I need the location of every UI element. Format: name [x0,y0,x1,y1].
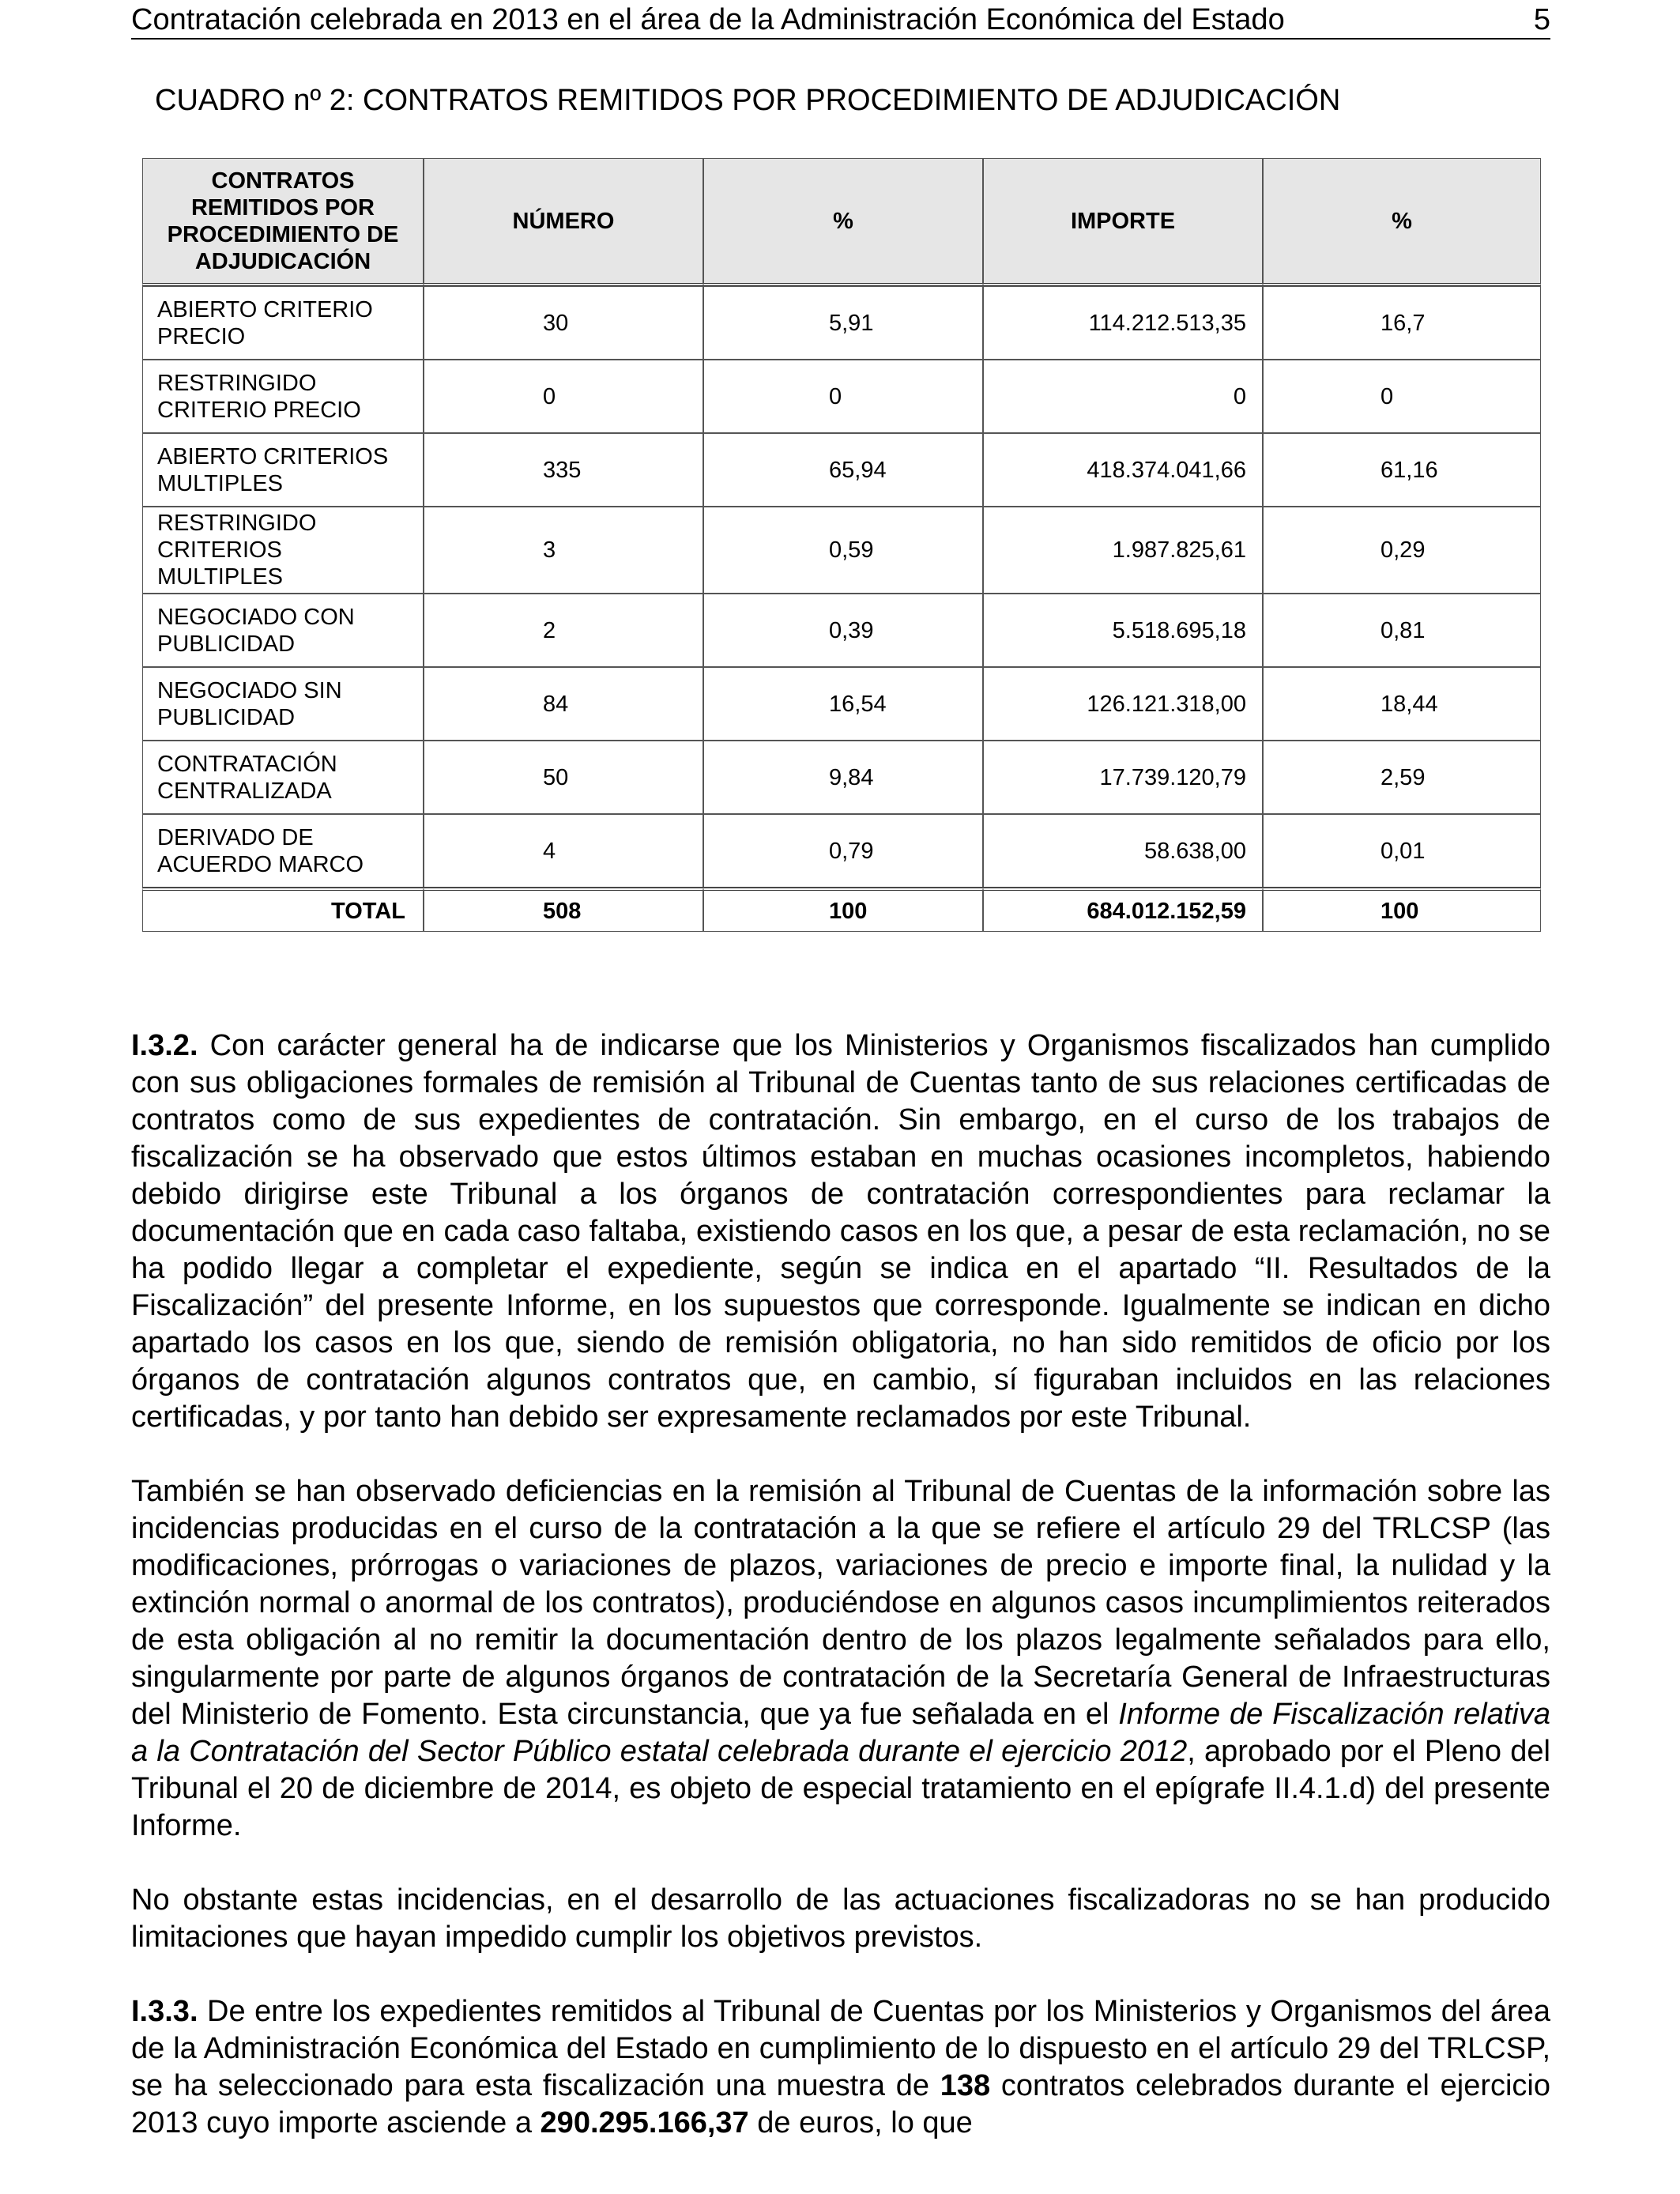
cell-number: 30 [424,286,703,360]
cell-number: 2 [424,594,703,667]
column-header-procedure: CONTRATOS REMITIDOS POR PROCEDIMIENTO DE ADJUDICACIÓN [142,158,424,286]
table-title: CUADRO nº 2: CONTRATOS REMITIDOS POR PROCEDIMIENTO DE ADJUDICACIÓN [155,84,1341,117]
table-row [142,741,1541,814]
header-title: Contratación celebrada en 2013 en el área de la Administración Económica del Estado [131,3,1285,36]
table-row [142,814,1541,888]
table-row [142,594,1541,667]
contracts-table [142,158,1541,932]
cell-label: DERIVADO DE ACUERDO MARCO [142,814,424,888]
paragraph-text: de euros, lo que [748,2106,973,2139]
paragraph-3 [131,1882,1550,1956]
column-header-amount-percent: % [1263,158,1541,286]
column-header-number: NÚMERO [424,158,703,286]
cell-number: 4 [424,814,703,888]
cell-percent: 16,54 [703,667,983,741]
cell-label: CONTRATACIÓN CENTRALIZADA [142,741,424,814]
cell-number: 335 [424,433,703,507]
section-number: I.3.2. [131,1029,198,1062]
cell-label: NEGOCIADO SIN PUBLICIDAD [142,667,424,741]
column-header-percent: % [703,158,983,286]
paragraph-text: contratos celebrados durante el ejercicio 2013 cuyo importe asciende a [131,2069,1550,2139]
cell-label: ABIERTO CRITERIOS MULTIPLES [142,433,424,507]
paragraph-text: No obstante estas incidencias, en el desarrollo de las actuaciones fiscalizadoras no se han producido limitaciones que hayan impedido cumplir los objetivos previstos. [131,1883,1550,1954]
table-row [142,667,1541,741]
paragraph-text: También se han observado deficiencias en la remisión al Tribunal de Cuentas de la información sobre las incidencias producidas en el curso de la contratación a la que se refiere el artículo 29 del TRLCSP (las modificaciones, prórrogas o variaciones de plazos, variaciones de precio e importe final, la nulidad y la extinción normal o anormal de los contratos), produciéndose en algunos casos incumplimientos reiterados de esta obligación al no remitir la documentación dentro de los plazos legalmente señalados para ello, singularmente por parte de algunos órganos de contratación de la Secretaría General de Infraestructuras del Ministerio de Fomento. Esta circunstancia, que ya fue señalada en el [131,1475,1550,1731]
paragraph-text: De entre los expedientes remitidos al Tribunal de Cuentas por los Ministerios y Organismos del área de la Administración Económica del Estado en cumplimiento de lo dispuesto en el artículo 29 del TRLCSP, se ha seleccionado para esta fiscalización una muestra de [131,1995,1550,2102]
paragraph-2 [131,1473,1550,1845]
report-title: Informe de Fiscalización relativa a la Contratación del Sector Público estatal celebrada durante el ejercicio 2012 [131,1698,1551,1768]
paragraph-text: Con carácter general ha de indicarse que los Ministerios y Organismos fiscalizados han cumplido con sus obligaciones formales de remisión al Tribunal de Cuentas tanto de sus relaciones certificadas de contratos como de sus expedientes de contratación. Sin embargo, en el curso de los trabajos de fiscalización se ha observado que estos últimos estaban en muchas ocasiones incompletos, habiendo debido dirigirse este Tribunal a los órganos de contratación correspondientes para reclamar la documentación que en cada caso faltaba, existiendo casos en los que, a pesar de esta reclamación, no se ha podido llegar a completar el expediente, según se indica en el apartado “II. Resultados de la Fiscalización” del presente Informe, en los supuestos que corresponde. Igualmente se indican en dicho apartado los casos en los que, siendo de remisión obligatoria, no han sido remitidos de oficio por los órganos de contratación algunos contratos que, en cambio, sí figuraban incluidos en las relaciones certificadas, y por tanto han debido ser expresamente reclamados por este Tribunal. [131,1029,1550,1434]
table-header-row [142,158,1541,286]
table-row [142,507,1541,594]
paragraph-text: , aprobado por el Pleno del Tribunal el 20 de diciembre de 2014, es objeto de especial tratamiento en el epígrafe II.4.1.d) del presente Informe. [131,1735,1550,1842]
cell-percent: 0,59 [703,507,983,594]
paragraph-1 [131,1027,1550,1436]
cell-amount: 58.638,00 [983,814,1263,888]
cell-amount-percent: 0 [1263,360,1541,433]
cell-amount-percent: 0,29 [1263,507,1541,594]
total-number: 508 [424,888,703,932]
sample-count: 138 [940,2069,991,2102]
cell-amount: 0 [983,360,1263,433]
cell-percent: 5,91 [703,286,983,360]
table-total-row [142,888,1541,932]
paragraph-4 [131,1993,1550,2142]
cell-amount-percent: 0,81 [1263,594,1541,667]
total-amount-percent: 100 [1263,888,1541,932]
cell-percent: 0,39 [703,594,983,667]
cell-percent: 0,79 [703,814,983,888]
cell-amount-percent: 61,16 [1263,433,1541,507]
cell-number: 3 [424,507,703,594]
cell-percent: 9,84 [703,741,983,814]
cell-number: 0 [424,360,703,433]
total-amount: 684.012.152,59 [983,888,1263,932]
body-text [131,1027,1550,2179]
total-percent: 100 [703,888,983,932]
table-row [142,360,1541,433]
cell-label: ABIERTO CRITERIO PRECIO [142,286,424,360]
cell-label: NEGOCIADO CON PUBLICIDAD [142,594,424,667]
cell-amount: 114.212.513,35 [983,286,1263,360]
column-header-amount: IMPORTE [983,158,1263,286]
table-row [142,286,1541,360]
cell-amount: 1.987.825,61 [983,507,1263,594]
cell-percent: 65,94 [703,433,983,507]
page-header [131,0,1550,40]
cell-label: RESTRINGIDO CRITERIOS MULTIPLES [142,507,424,594]
cell-number: 50 [424,741,703,814]
section-number: I.3.3. [131,1995,198,2028]
total-label: TOTAL [142,888,424,932]
cell-amount-percent: 0,01 [1263,814,1541,888]
cell-amount: 5.518.695,18 [983,594,1263,667]
cell-percent: 0 [703,360,983,433]
cell-label: RESTRINGIDO CRITERIO PRECIO [142,360,424,433]
cell-number: 84 [424,667,703,741]
page-number: 5 [1533,3,1550,36]
cell-amount: 418.374.041,66 [983,433,1263,507]
cell-amount: 17.739.120,79 [983,741,1263,814]
cell-amount-percent: 16,7 [1263,286,1541,360]
sample-amount: 290.295.166,37 [540,2106,749,2139]
table-row [142,433,1541,507]
cell-amount-percent: 2,59 [1263,741,1541,814]
cell-amount-percent: 18,44 [1263,667,1541,741]
cell-amount: 126.121.318,00 [983,667,1263,741]
